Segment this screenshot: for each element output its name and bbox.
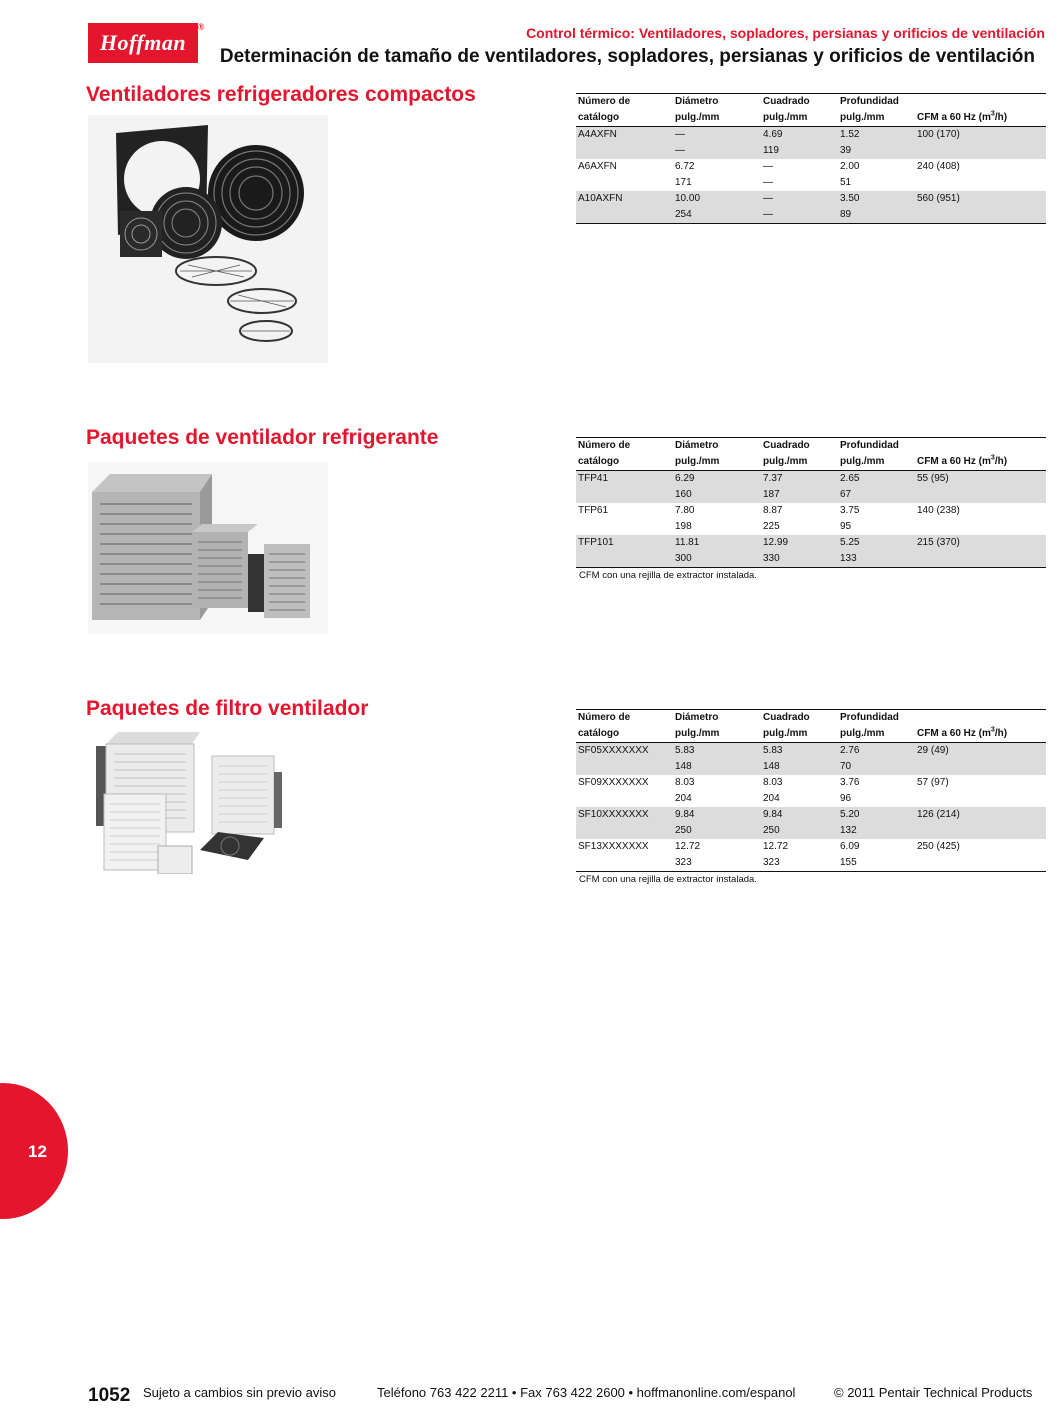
col-depth-unit: pulg./mm: [840, 112, 885, 123]
table-header: [576, 438, 1046, 471]
cell-square-in: —: [763, 161, 773, 172]
cell-diameter-mm: 300: [673, 551, 761, 568]
logo-text: Hoffman: [99, 30, 187, 55]
cell-catalog: TFP41: [576, 471, 673, 488]
col-diameter-unit: pulg./mm: [675, 728, 720, 739]
hoffman-logo: [88, 22, 205, 63]
registered-mark: ®: [197, 22, 205, 32]
table-row-mm: [576, 855, 1046, 872]
table-row-mm: [576, 551, 1046, 568]
col-depth-header: Profundidad: [840, 96, 899, 107]
table-row: [576, 191, 1046, 207]
page-number: 1052: [88, 1385, 131, 1406]
cell-square-in: 8.03: [763, 777, 783, 788]
cell-square-in: 8.87: [763, 505, 783, 516]
cell-cfm: 55 (95): [915, 471, 1046, 488]
table-row: [576, 775, 1046, 791]
cell-square-in: 9.84: [761, 807, 838, 823]
cell-diameter-mm: 198: [675, 521, 692, 532]
cell-catalog: TFP61: [578, 505, 609, 516]
col-diameter-header: Diámetro: [675, 712, 719, 723]
cell-catalog: A4AXFN: [576, 127, 673, 144]
col-cfm-header: CFM a 60 Hz $(m^3/h)$: [917, 110, 1008, 123]
cell-depth-in: 2.65: [838, 471, 915, 488]
table-row: [576, 127, 1046, 144]
col-catalog-header-2: catálogo: [578, 112, 620, 123]
col-square-header: Cuadrado: [763, 440, 810, 451]
cell-diameter-in: 10.00: [673, 191, 761, 207]
cell-depth-in: 5.25: [838, 535, 915, 551]
cell-diameter-in: 8.03: [675, 777, 695, 788]
table-row-mm: [576, 175, 1046, 191]
cell-catalog: SF13XXXXXXX: [578, 841, 649, 852]
cell-cfm: 140 (238): [917, 505, 960, 516]
cell-square-mm: —: [763, 177, 773, 188]
cell-cfm: 215 (370): [915, 535, 1046, 551]
col-catalog-header: Número de: [578, 712, 631, 723]
table-row: [576, 839, 1046, 855]
col-diameter-unit: pulg./mm: [675, 456, 720, 467]
table-row-mm: [576, 791, 1046, 807]
footer-notice: Sujeto a cambios sin previo aviso: [143, 1385, 336, 1400]
table-row-mm: [576, 207, 1046, 224]
cell-square-mm: 330: [761, 551, 838, 568]
cell-depth-mm: 70: [838, 759, 915, 775]
cell-depth-in: 5.20: [838, 807, 915, 823]
cell-diameter-mm: —: [673, 143, 761, 159]
fan-packages-photo: [88, 462, 328, 634]
cell-square-mm: 323: [761, 855, 838, 872]
table-row: [576, 807, 1046, 823]
col-square-unit: pulg./mm: [763, 456, 808, 467]
cell-depth-mm: 51: [840, 177, 852, 188]
col-square-header: Cuadrado: [763, 712, 810, 723]
cell-catalog: SF09XXXXXXX: [578, 777, 649, 788]
cell-diameter-mm: 204: [675, 793, 692, 804]
col-catalog-header-2: catálogo: [578, 728, 620, 739]
cell-depth-mm: 89: [838, 207, 915, 224]
footer-copyright: © 2011 Pentair Technical Products: [834, 1385, 1033, 1400]
table-row-mm: [576, 519, 1046, 535]
cell-square-mm: 225: [763, 521, 780, 532]
col-square-header: Cuadrado: [763, 96, 810, 107]
cell-catalog: A6AXFN: [578, 161, 617, 172]
table-row: [576, 535, 1046, 551]
cell-square-in: 7.37: [761, 471, 838, 488]
cell-diameter-mm: 160: [673, 487, 761, 503]
cell-depth-in: 3.75: [840, 505, 860, 516]
col-depth-unit: pulg./mm: [840, 728, 885, 739]
cell-cfm: 560 (951): [915, 191, 1046, 207]
cell-catalog: A10AXFN: [576, 191, 673, 207]
cell-catalog: SF10XXXXXXX: [576, 807, 673, 823]
cell-depth-mm: 67: [838, 487, 915, 503]
table-row-mm: [576, 759, 1046, 775]
cell-cfm: 100 (170): [915, 127, 1046, 144]
cell-square-in: 4.69: [761, 127, 838, 144]
spec-table: [576, 93, 1046, 224]
cell-cfm: 250 (425): [917, 841, 960, 852]
header-subtitle: Control térmico: Ventiladores, sopladores, persianas y orificios de ventilación: [526, 25, 1045, 41]
table-header: [576, 710, 1046, 743]
col-depth-header: Profundidad: [840, 440, 899, 451]
section-title: Ventiladores refrigeradores compactos: [86, 83, 476, 106]
cell-diameter-in: 6.72: [675, 161, 695, 172]
cell-square-mm: 148: [761, 759, 838, 775]
table-footnote: CFM con una rejilla de extractor instalada.: [579, 570, 757, 581]
cell-square-in: —: [761, 191, 838, 207]
cell-diameter-in: 9.84: [673, 807, 761, 823]
cell-square-mm: 204: [763, 793, 780, 804]
cell-diameter-in: 5.83: [673, 743, 761, 760]
cell-diameter-in: 11.81: [673, 535, 761, 551]
cell-depth-mm: 132: [838, 823, 915, 839]
cell-square-mm: 187: [761, 487, 838, 503]
cell-square-in: 12.99: [761, 535, 838, 551]
cell-diameter-in: 12.72: [675, 841, 701, 852]
col-catalog-header-2: catálogo: [578, 456, 620, 467]
col-cfm-header: CFM a 60 Hz $(m^3/h)$: [917, 454, 1008, 467]
table-row: [576, 743, 1046, 760]
table-row: [576, 503, 1046, 519]
cell-cfm: 240 (408): [917, 161, 960, 172]
filter-fan-packages-photo: [88, 728, 298, 874]
table-row: [576, 471, 1046, 488]
header-title: Determinación de tamaño de ventiladores, sopladores, persianas y orificios de ventilación: [219, 46, 1035, 67]
cell-square-mm: 119: [761, 143, 838, 159]
cell-cfm: 126 (214): [915, 807, 1046, 823]
col-cfm-header: CFM a 60 Hz $(m^3/h)$: [917, 726, 1008, 739]
cell-depth-mm: 96: [840, 793, 852, 804]
col-depth-unit: pulg./mm: [840, 456, 885, 467]
cell-depth-mm: 133: [838, 551, 915, 568]
section-title: Paquetes de ventilador refrigerante: [86, 426, 439, 449]
cell-depth-in: 3.76: [840, 777, 860, 788]
section-title: Paquetes de filtro ventilador: [86, 697, 369, 720]
cell-square-in: 12.72: [763, 841, 789, 852]
footer-contact: Teléfono 763 422 2211 • Fax 763 422 2600 • hoffmanonline.com/espanol: [377, 1385, 796, 1400]
cell-depth-in: 2.76: [838, 743, 915, 760]
cell-diameter-in: 6.29: [673, 471, 761, 488]
cell-diameter-mm: 171: [675, 177, 692, 188]
compact-fans-photo: [88, 115, 328, 363]
cell-square-mm: —: [761, 207, 838, 224]
col-diameter-header: Diámetro: [675, 96, 719, 107]
cell-depth-mm: 95: [840, 521, 852, 532]
table-row: [576, 159, 1046, 175]
col-diameter-unit: pulg./mm: [675, 112, 720, 123]
cell-diameter-in: —: [673, 127, 761, 144]
table-footnote: CFM con una rejilla de extractor instalada.: [579, 874, 757, 885]
cell-catalog: SF05XXXXXXX: [576, 743, 673, 760]
spec-table: [576, 437, 1046, 568]
cell-depth-in: 2.00: [840, 161, 860, 172]
cell-square-mm: 250: [761, 823, 838, 839]
cell-depth-mm: 39: [838, 143, 915, 159]
cell-square-in: 5.83: [761, 743, 838, 760]
cell-diameter-mm: 148: [673, 759, 761, 775]
col-catalog-header: Número de: [578, 440, 631, 451]
cell-diameter-in: 7.80: [675, 505, 695, 516]
cell-depth-in: 3.50: [838, 191, 915, 207]
spec-table: [576, 709, 1046, 872]
col-square-unit: pulg./mm: [763, 112, 808, 123]
col-catalog-header: Número de: [578, 96, 631, 107]
cell-cfm: 29 (49): [915, 743, 1046, 760]
cell-depth-mm: 155: [838, 855, 915, 872]
cell-cfm: 57 (97): [917, 777, 949, 788]
cell-catalog: TFP101: [576, 535, 673, 551]
col-diameter-header: Diámetro: [675, 440, 719, 451]
cell-depth-in: 1.52: [838, 127, 915, 144]
cell-diameter-mm: 250: [673, 823, 761, 839]
table-row-mm: [576, 143, 1046, 159]
chapter-tab-number: 12: [28, 1142, 47, 1161]
table-row-mm: [576, 487, 1046, 503]
table-header: [576, 94, 1046, 127]
col-depth-header: Profundidad: [840, 712, 899, 723]
col-square-unit: pulg./mm: [763, 728, 808, 739]
cell-diameter-mm: 254: [673, 207, 761, 224]
cell-diameter-mm: 323: [673, 855, 761, 872]
table-row-mm: [576, 823, 1046, 839]
cell-depth-in: 6.09: [840, 841, 860, 852]
